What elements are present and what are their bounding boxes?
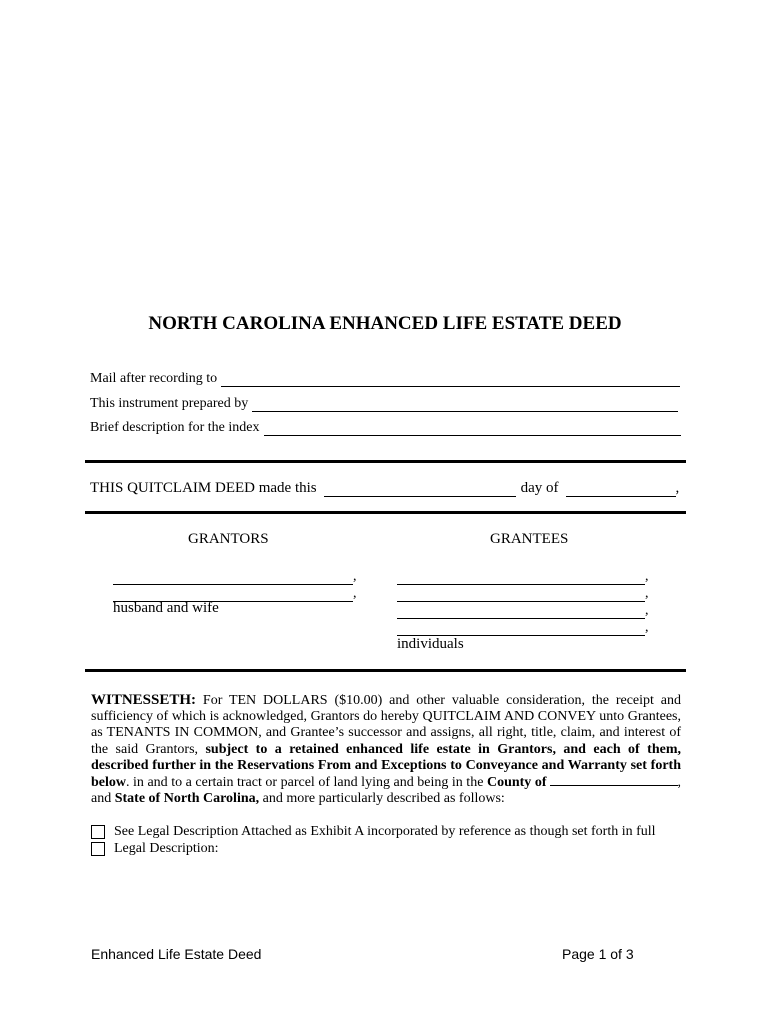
grantors-relation: husband and wife (113, 600, 219, 616)
deed-prefix: THIS QUITCLAIM DEED made this (90, 480, 317, 496)
prepared-by-line[interactable] (252, 399, 678, 412)
grantee-comma: , (645, 569, 649, 584)
grantee-row (397, 620, 649, 636)
deed-month-line[interactable] (566, 484, 676, 497)
legal-description-label: Legal Description: (114, 841, 219, 856)
mail-after-recording-line[interactable] (221, 374, 680, 387)
exhibit-a-checkbox[interactable] (91, 825, 105, 839)
footer-document-name: Enhanced Life Estate Deed (91, 946, 262, 962)
quitclaim-deed-line (90, 480, 679, 497)
witnesseth-text-3: , and (91, 775, 681, 807)
footer-page-number: Page 1 of 3 (562, 946, 634, 962)
county-label: County of (486, 775, 547, 791)
witnesseth-bold-1: subject to a retained enhanced life estate in Grantors, and each of them, described further in the Reservations From and Exceptions to Conveyance and Warranty set forth below (91, 741, 681, 791)
exhibit-a-label: See Legal Description Attached as Exhibit A incorporated by reference as though set forth in full (114, 824, 656, 839)
grantees-heading: GRANTEES (490, 531, 569, 547)
grantee-line[interactable] (397, 608, 645, 619)
deed-day-line[interactable] (324, 484, 516, 497)
grantee-row (397, 603, 649, 619)
divider-top (85, 460, 686, 463)
option-exhibit-a (91, 824, 656, 840)
grantees-relation: individuals (397, 636, 464, 652)
grantee-comma: , (645, 586, 649, 601)
witnesseth-text-4: and more particularly described as follows: (259, 791, 505, 807)
witnesseth-text-2: . in and to a certain tract or parcel of land lying and being in the (126, 775, 487, 791)
grantor-line[interactable] (113, 574, 353, 585)
grantee-comma: , (645, 603, 649, 618)
index-description-label: Brief description for the index (90, 420, 260, 435)
witnesseth-paragraph (91, 692, 681, 807)
grantee-line[interactable] (397, 591, 645, 602)
index-description-field (90, 420, 681, 436)
grantee-comma: , (645, 620, 649, 635)
witnesseth-heading: WITNESSETH: (91, 692, 197, 708)
deed-suffix: , (675, 480, 680, 496)
state-label: State of North Carolina, (114, 791, 260, 807)
grantor-comma: , (353, 586, 357, 601)
document-title: NORTH CAROLINA ENHANCED LIFE ESTATE DEED (148, 313, 622, 334)
grantee-row (397, 586, 649, 602)
grantee-row (397, 569, 649, 585)
witnesseth-text-1: For TEN DOLLARS ($10.00) and other valuable consideration, the receipt and sufficiency of which is acknowledged, Grantors do hereby QUITCLAIM AND CONVEY unto Grantees, as TENANTS IN COMMON, and Grantee’s successor and assigns, all right, title, claim, and interest of the said Grantors, (91, 693, 681, 757)
grantor-row (113, 569, 357, 585)
grantors-heading: GRANTORS (188, 531, 269, 547)
grantee-line[interactable] (397, 574, 645, 585)
grantor-comma: , (353, 569, 357, 584)
index-description-line[interactable] (264, 423, 681, 436)
mail-after-recording-field (90, 371, 680, 387)
grantee-line[interactable] (397, 625, 645, 636)
legal-description-checkbox[interactable] (91, 842, 105, 856)
prepared-by-label: This instrument prepared by (90, 396, 249, 411)
prepared-by-field (90, 396, 678, 412)
county-line[interactable] (550, 774, 678, 786)
option-legal-description (91, 841, 219, 857)
deed-day-of: day of (520, 480, 559, 496)
divider-middle (85, 511, 686, 514)
divider-bottom (85, 669, 686, 672)
mail-after-recording-label: Mail after recording to (90, 371, 218, 386)
